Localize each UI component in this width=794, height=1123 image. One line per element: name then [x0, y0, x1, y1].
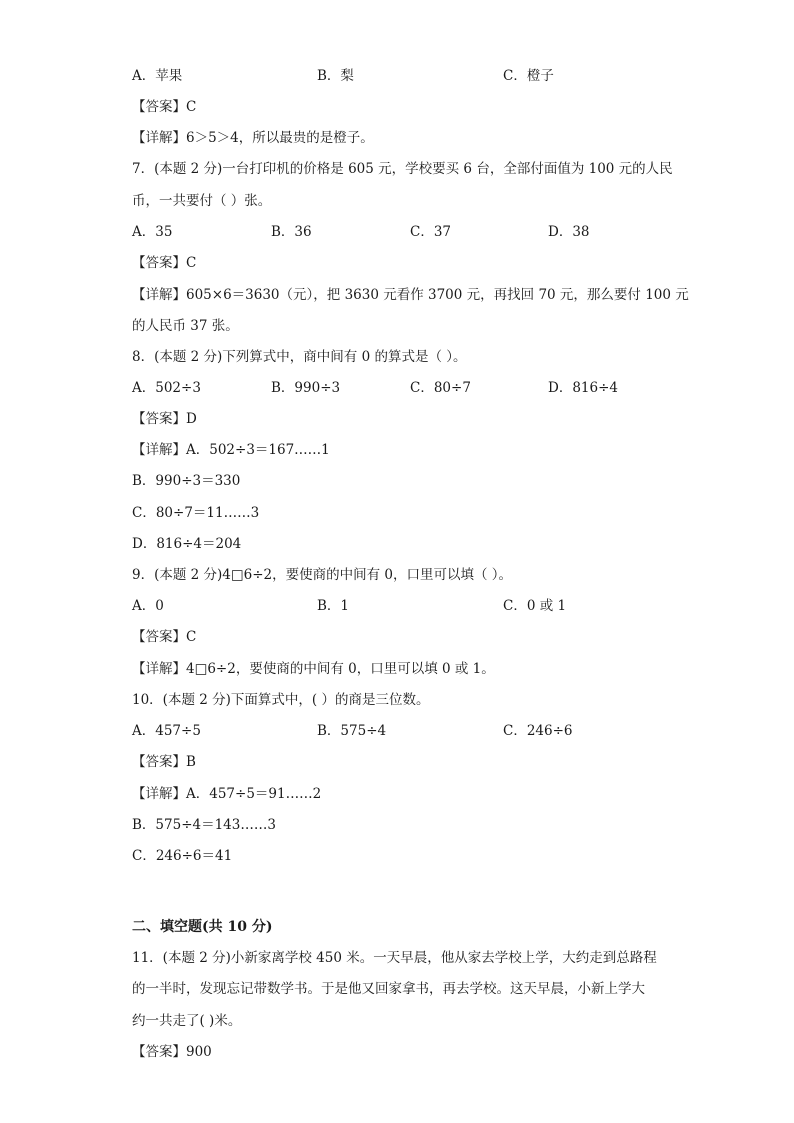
q9-answer: 【答案】C	[132, 629, 197, 645]
q9-option-a: A．0	[132, 598, 164, 614]
q6-option-c: C．橙子	[503, 68, 554, 84]
q7-option-d: D．38	[548, 224, 590, 240]
q10-answer: 【答案】B	[132, 754, 196, 770]
q7-explanation-line-1: 【详解】605×6＝3630（元），把 3630 元看作 3700 元，再找回 70 元，那么要付 100 元	[132, 287, 689, 303]
q8-options	[0, 379, 794, 397]
q9-question: 9．(本题 2 分)4□6÷2，要使商的中间有 0，口里可以填（ ）。	[132, 567, 513, 583]
q8-option-c: C．80÷7	[410, 380, 471, 396]
q9-option-b: B．1	[317, 598, 350, 614]
q11-question-line-2: 的一半时，发现忘记带数学书。于是他又回家拿书，再去学校。这天早晨，小新上学大	[132, 981, 645, 997]
q8-question: 8．(本题 2 分)下列算式中，商中间有 0 的算式是（ ）。	[132, 349, 467, 365]
q10-explanation-c: C．246÷6＝41	[132, 848, 233, 864]
q6-answer: 【答案】C	[132, 99, 197, 115]
q8-option-a: A．502÷3	[132, 380, 201, 396]
q8-answer: 【答案】D	[132, 411, 197, 427]
q7-question-line-2: 币，一共要付（ ）张。	[132, 193, 272, 209]
q8-explanation-d: D．816÷4＝204	[132, 536, 242, 552]
q10-option-c: C．246÷6	[503, 723, 573, 739]
q8-explanation-b: B．990÷3＝330	[132, 473, 241, 489]
q9-explanation: 【详解】4□6÷2，要使商的中间有 0，口里可以填 0 或 1。	[132, 661, 495, 677]
q6-option-a: A．苹果	[132, 68, 183, 84]
q7-question-line-1: 7．(本题 2 分)一台打印机的价格是 605 元，学校要买 6 台，全部付面值为 100 元的人民	[132, 161, 673, 177]
q7-option-a: A．35	[132, 224, 173, 240]
q9-option-c: C．0 或 1	[503, 598, 567, 614]
q8-explanation-a: 【详解】A．502÷3＝167……1	[132, 442, 330, 458]
q6-options	[0, 67, 794, 85]
q10-explanation-a: 【详解】A．457÷5＝91……2	[132, 786, 322, 802]
q11-question-line-3: 约一共走了( )米。	[132, 1013, 242, 1029]
q7-answer: 【答案】C	[132, 255, 197, 271]
q8-option-d: D．816÷4	[548, 380, 618, 396]
q7-option-c: C．37	[410, 224, 452, 240]
q7-option-b: B．36	[271, 224, 312, 240]
q10-options	[0, 722, 794, 740]
q7-options	[0, 223, 794, 241]
q7-explanation-line-2: 的人民币 37 张。	[132, 318, 239, 334]
q11-answer: 【答案】900	[132, 1044, 212, 1060]
q8-option-b: B．990÷3	[271, 380, 341, 396]
q10-explanation-b: B．575÷4＝143……3	[132, 817, 276, 833]
q9-options	[0, 597, 794, 615]
q6-option-b: B．梨	[317, 68, 354, 84]
q10-option-b: B．575÷4	[317, 723, 387, 739]
q10-question: 10．(本题 2 分)下面算式中，( ）的商是三位数。	[132, 692, 430, 708]
q6-explanation: 【详解】6＞5＞4，所以最贵的是橙子。	[132, 130, 374, 146]
section-title-fill-in: 二、填空题(共 10 分)	[132, 919, 273, 935]
q11-question-line-1: 11．(本题 2 分)小新家离学校 450 米。一天早晨，他从家去学校上学，大约走到总路程	[132, 950, 657, 966]
q8-explanation-c: C．80÷7＝11……3	[132, 505, 260, 521]
q10-option-a: A．457÷5	[132, 723, 201, 739]
